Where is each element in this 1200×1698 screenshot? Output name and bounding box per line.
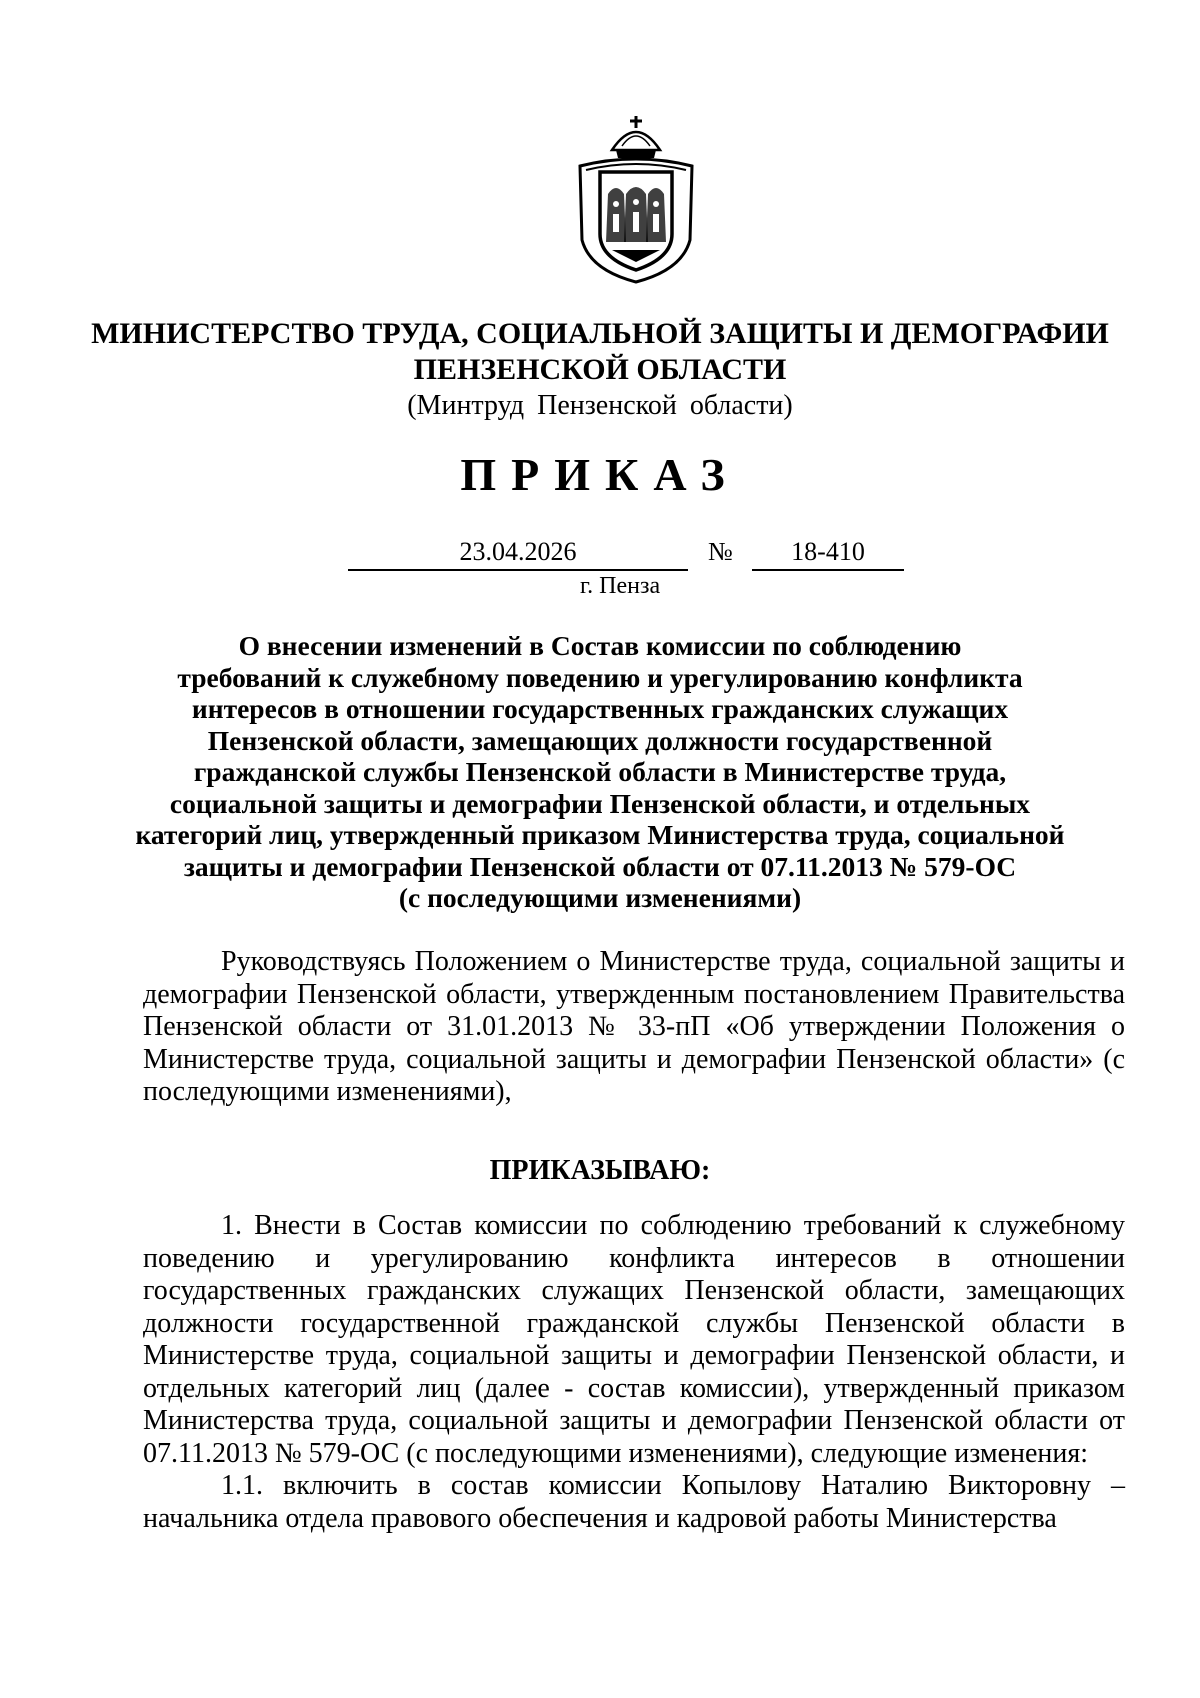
order-date: 23.04.2026 <box>348 537 688 571</box>
preamble-paragraph: Руководствуясь Положением о Министерстве труда, социальной защиты и демографии Пензенской области, утвержденным постановлением Правительства Пензенской области от 31.01.2013 № 33-пП «Об утверждении Положения о Министерстве труда, социальной защиты и демографии Пензенской области» (с последующими изменениями), <box>143 946 1125 1107</box>
subject-line: (с последующими изменениями) <box>398 882 802 913</box>
order-number: 18-410 <box>752 537 904 571</box>
subject-line: гражданской службы Пензенской области в Министерстве труда, <box>193 756 1007 787</box>
subject-line: категорий лиц, утвержденный приказом Министерства труда, социальной <box>135 819 1065 850</box>
subject-line: требований к служебному поведению и урегулированию конфликта <box>177 661 1023 693</box>
city: г. Пенза <box>580 573 661 599</box>
order-items <box>143 1210 1125 1535</box>
ministry-short-name: (Минтруд Пензенской области) <box>407 390 793 421</box>
item-1-1-paragraph: 1.1. включить в состав комиссии Копылову Наталию Викторовну – начальника отдела правового обеспечения и кадровой работы Министерства <box>143 1470 1125 1534</box>
ministry-name-line2: ПЕНЗЕНСКОЙ ОБЛАСТИ <box>413 353 787 386</box>
subject-line: защиты и демографии Пензенской области от 07.11.2013 № 579-ОС <box>183 850 1017 882</box>
order-subject <box>0 630 1200 914</box>
subject-line: социальной защиты и демографии Пензенской области, и отдельных <box>169 787 1031 819</box>
subject-line: Пензенской области, замещающих должности государственной <box>207 724 993 756</box>
number-sign: № <box>708 537 733 566</box>
order-word: ПРИКАЗЫВАЮ: <box>489 1155 711 1186</box>
coat-of-arms-icon <box>572 110 700 288</box>
subject-line: О внесении изменений в Состав комиссии по соблюдению <box>238 630 962 661</box>
subject-line: интересов в отношении государственных гражданских служащих <box>191 693 1009 724</box>
ministry-name-line1: МИНИСТЕРСТВО ТРУДА, СОЦИАЛЬНОЙ ЗАЩИТЫ И ДЕМОГРАФИИ <box>91 317 1109 350</box>
item-1-paragraph: 1. Внести в Состав комиссии по соблюдению требований к служебному поведению и урегулированию конфликта интересов в отношении государственных гражданских служащих Пензенской области, замещающих должности государственной гражданской службы Пензенской области в Министерстве труда, социальной защиты и демографии Пензенской области, и отдельных категорий лиц (далее - состав комиссии), утвержденный приказом Министерства труда, социальной защиты и демографии Пензенской области от 07.11.2013 № 579-ОС (с последующими изменениями), следующие изменения: <box>143 1210 1125 1469</box>
document-type-title: ПРИКАЗ <box>460 449 740 500</box>
